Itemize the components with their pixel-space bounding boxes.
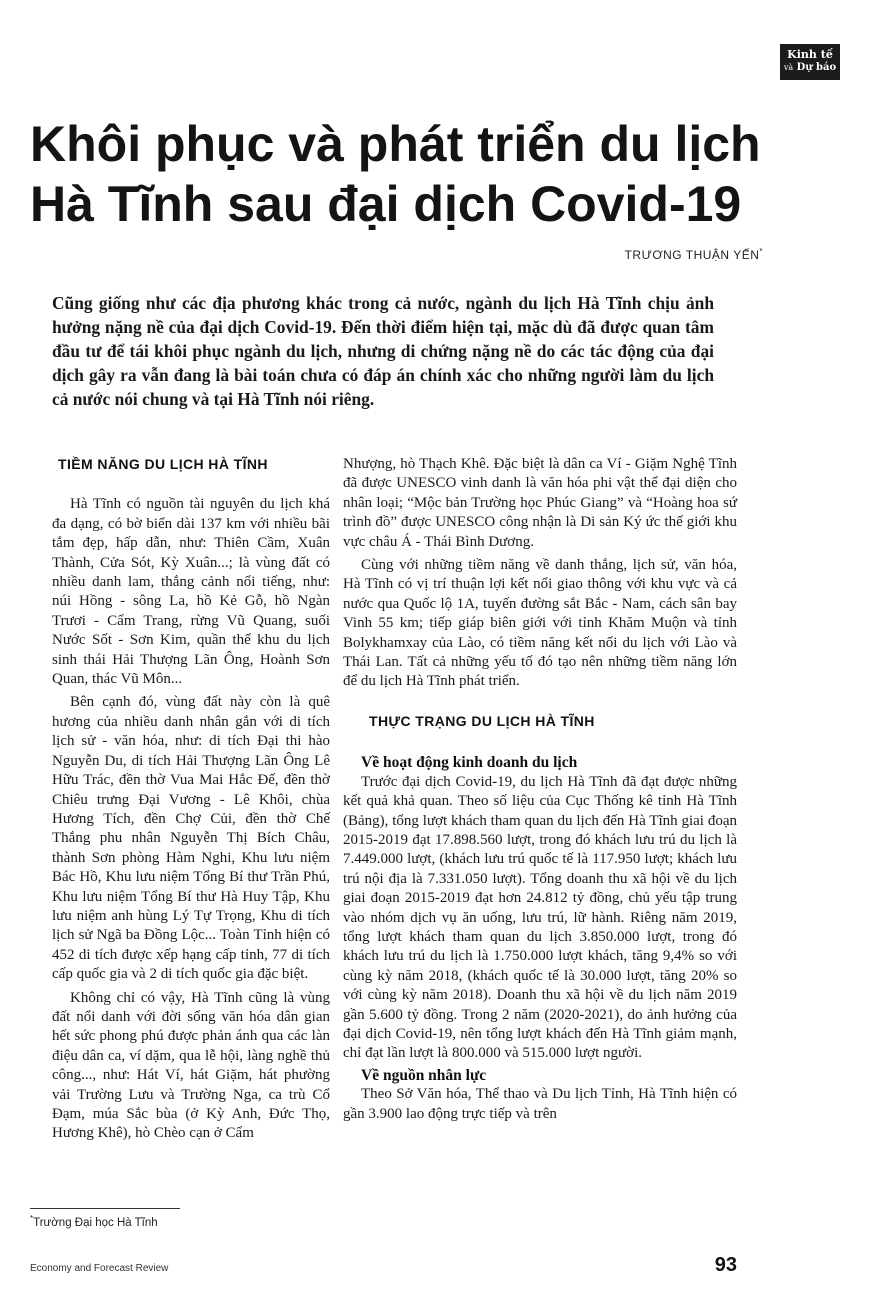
section-heading-potential: TIỀM NĂNG DU LỊCH HÀ TĨNH xyxy=(58,456,268,472)
section-heading-status: THỰC TRẠNG DU LỊCH HÀ TĨNH xyxy=(369,712,595,729)
footnote-divider xyxy=(30,1208,180,1209)
paragraph: Theo Sở Văn hóa, Thể thao và Du lịch Tỉnh, Hà Tĩnh hiện có gần 3.900 lao động trực tiếp và trên xyxy=(343,1086,737,1122)
title-line2: Hà Tĩnh sau đại dịch Covid-19 xyxy=(30,176,742,232)
paragraph: Không chỉ có vậy, Hà Tĩnh cũng là vùng đất nổi danh với đời sống văn hóa dân gian hết sức phong phú được phản ánh qua các làn điệu dân ca, ví dặm, qua lễ hội, làng nghề thủ công..., như: Hát Ví, hát Giặm, hát phường vải Trường Lưu và Trường Nga, ca trù Cổ Đạm, múa Sắc bùa (ở Kỳ Anh, Đức Thọ, Hương Khê), hò Chèo cạn ở Cẩm xyxy=(52,989,330,1142)
subheading-business: Về hoạt động kinh doanh du lịch xyxy=(361,754,578,772)
author-footnote-mark: * xyxy=(759,247,763,256)
abstract: Cũng giống như các địa phương khác trong cả nước, ngành du lịch Hà Tĩnh chịu ảnh hưởng nặng nề của đại dịch Covid-19. Đến thời điểm hiện tại, mặc dù đã được quan tâm đầu tư để tái khôi phục ngành du lịch, nhưng di chứng nặng nề do các tác động của đại dịch gây ra vẫn đang là bài toán chưa có đáp án chính xác cho những người làm du lịch cả nước nói chung và tại Hà Tĩnh nói riêng. xyxy=(52,293,714,409)
journal-logo xyxy=(780,44,840,80)
author: TRƯƠNG THUẬN YẾN* xyxy=(624,247,763,262)
article-title xyxy=(30,114,850,234)
title-line1: Khôi phục và phát triển du lịch xyxy=(30,116,761,172)
paragraph: Hà Tĩnh có nguồn tài nguyên du lịch khá đa dạng, có bờ biển dài 137 km với nhiều bãi tắm đẹp, hấp dẫn, như: Thiên Cầm, Xuân Thành, Cửa Sót, Kỳ Xuân...; là vùng đất có nhiều danh lam, thắng cảnh nổi tiếng, như: núi Hồng - sông La, hồ Kẻ Gỗ, hồ Ngàn Trươi - Cẩm Trang, rừng Vũ Quang, suối Nước Sốt - Sơn Kim, quần thể khu du lịch sinh thái Hải Thượng Lãn Ông, Hoành Sơn Quan, thác Vũ Môn... xyxy=(52,496,330,688)
logo-line2: và Dự báo xyxy=(783,62,837,73)
paragraph: Cùng với những tiềm năng về danh thắng, lịch sử, văn hóa, Hà Tĩnh có vị trí thuận lợi kết nối giao thông với khu vực và cả nước qua Quốc lộ 1A, tuyến đường sắt Bắc - Nam, cách sân bay Vinh 55 km; tiếp giáp biên giới với tỉnh Khăm Muộn và tỉnh Bolykhamxay của Lào, có tiềm năng kết nối du lịch với Lào và Thái Lan. Tất cả những yếu tố đó tạo nên những tiềm năng lớn để du lịch Hà Tĩnh phát triển. xyxy=(343,557,737,690)
footnote: *Trường Đại học Hà Tĩnh xyxy=(30,1214,158,1229)
journal-name: Economy and Forecast Review xyxy=(30,1263,169,1274)
paragraph-continued: Nhượng, hò Thạch Khê. Đặc biệt là dân ca Ví - Giặm Nghệ Tĩnh đã được UNESCO vinh danh là văn hóa phi vật thể đại diện cho nhân loại; “Mộc bản Trường học Phúc Giang” và “Hoàng hoa sứ trình đồ” được UNESCO công nhận là Di sản Ký ức thế giới khu vực châu Á - Thái Bình Dương. xyxy=(343,456,737,550)
logo-line1: Kinh tế xyxy=(787,48,833,61)
subheading-human-resources: Về nguồn nhân lực xyxy=(361,1066,487,1084)
paragraph: Trước đại dịch Covid-19, du lịch Hà Tĩnh đã đạt được những kết quả khả quan. Theo số liệu của Cục Thống kê tỉnh Hà Tĩnh (Bảng), tổng lượt khách tham quan du lịch đến Hà Tĩnh giai đoạn 2015-2019 đạt 17.898.560 lượt, trong đó khách lưu trú du lịch là 7.449.000 lượt, (khách lưu trú quốc tế là 117.950 lượt; khách lưu trú nội địa là 7.331.050 lượt). Tổng doanh thu xã hội về du lịch giai đoạn 2015-2019 đạt hơn 24.812 tỷ đồng, chủ yếu tập trung vào nhóm dịch vụ ăn uống, lưu trú, lữ hành. Riêng năm 2019, tổng lượt khách tham quan du lịch 3.850.000 lượt, trong đó khách lưu trú du lịch là 1.750.000 lượt khách, tăng 9,4% so với cùng kỳ năm 2018, (khách quốc tế là 30.000 lượt, tăng 20% so với cùng kỳ năm 2018). Doanh thu xã hội về du lịch năm 2019 gần 5.600 tỷ đồng. Trong 2 năm (2020-2021), do ảnh hưởng của đại dịch Covid-19, nên tổng lượt khách đến Hà Tĩnh giảm mạnh, chỉ đạt lần lượt là 800.000 và 515.000 lượt người. xyxy=(343,773,737,1062)
right-column xyxy=(343,455,737,1124)
left-column xyxy=(52,455,330,1144)
page-number: 93 xyxy=(714,1254,737,1276)
paragraph: Bên cạnh đó, vùng đất này còn là quê hương của nhiều danh nhân gắn với di tích lịch sử - văn hóa, như: di tích Đại thi hào Nguyễn Du, di tích Hải Thượng Lãn Ông Lê Hữu Trác, đền thờ Vua Mai Hắc Đế, đền thờ Chiêu trưng Đại Vương - Lê Khôi, chùa Hương Tích, đền Chợ Củi, đền thờ Chế Thắng phu nhân Nguyễn Thị Bích Châu, thành Sơn phòng Hàm Nghi, Khu lưu niệm Bác Hồ, Khu lưu niệm Tổng Bí thư Trần Phú, Khu lưu niệm Tổng Bí thư Hà Huy Tập, Khu lưu niệm anh hùng Lý Tự Trọng, Khu di tích lịch sử Ngã ba Đồng Lộc... Toàn Tỉnh hiện có 452 di tích được xếp hạng cấp tỉnh, 77 di tích cấp quốc gia và 2 di tích quốc gia đặc biệt. xyxy=(52,694,330,983)
